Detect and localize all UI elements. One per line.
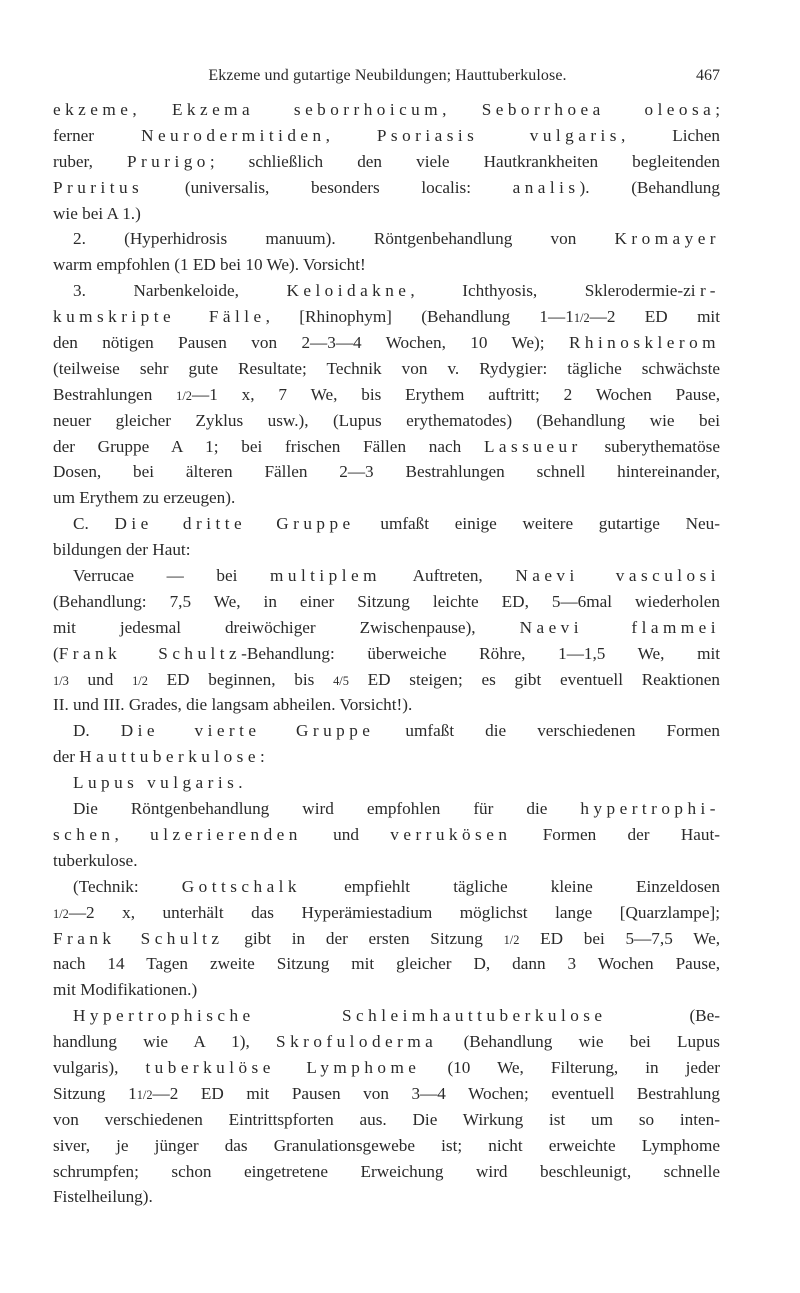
text-line: [53, 149, 720, 175]
text-line: [53, 822, 720, 848]
text-line: [53, 1184, 720, 1210]
text-line: [53, 718, 720, 744]
text-run: —2 x, unterhält das Hyperämiestadium möglichst lange [Quarzlampe];: [68, 902, 720, 922]
spaced-emphasis: Psoriasis vulgaris: [376, 125, 621, 145]
text-run: ruber,: [53, 151, 127, 171]
text-run: tuberkulose.: [53, 850, 138, 870]
fraction: 1/2: [573, 311, 590, 326]
text-run: , [Rhinophym] (Behandlung 1—1: [265, 307, 574, 327]
text-line: [53, 537, 720, 563]
text-run: suberythematöse: [581, 436, 720, 456]
text-run: C.: [73, 514, 115, 534]
spaced-emphasis: Prurigo: [126, 151, 210, 171]
spaced-emphasis: Lassueur: [483, 436, 582, 456]
spaced-emphasis: ekzeme: [53, 100, 133, 119]
spaced-emphasis: Ekzema seborrhoicum: [171, 100, 443, 119]
spaced-emphasis: Rhinosklerom: [568, 333, 720, 353]
text-line: [53, 667, 720, 693]
text-line: [53, 1159, 720, 1185]
text-line: [53, 201, 720, 227]
text-run: ED steigen; es gibt eventuell Reaktionen: [348, 669, 720, 689]
fraction: 1/2: [503, 932, 520, 947]
text-line: [53, 589, 720, 615]
text-run: von verschiedenen Eintrittspforten aus. Die Wirkung ist um so inten-: [53, 1109, 720, 1129]
text-run: warm empfohlen (1 ED bei 10 We). Vorsicht!: [53, 255, 366, 275]
text-line: [53, 744, 720, 770]
text-line: [53, 408, 720, 434]
text-run: (Technik:: [73, 876, 182, 896]
text-line: [53, 382, 720, 408]
text-run: Verrucae — bei: [73, 566, 271, 586]
text-run: (universalis, besonders localis:: [143, 177, 513, 197]
spaced-emphasis: Die vierte Gruppe: [120, 721, 375, 741]
text-line: [53, 770, 720, 796]
text-run: ;: [715, 100, 721, 119]
text-run: vulgaris),: [53, 1057, 146, 1077]
text-line: [53, 1081, 720, 1107]
spaced-emphasis: schen: [53, 824, 115, 844]
text-line: [53, 226, 720, 252]
page-header: [115, 64, 720, 88]
spaced-emphasis: verrukösen: [390, 824, 512, 844]
fraction: 1/2: [53, 906, 69, 921]
spaced-emphasis: Seborrhoea oleosa: [481, 100, 716, 119]
text-line: [53, 692, 720, 718]
spaced-emphasis: tuberkulöse Lymphome: [145, 1057, 421, 1077]
text-line: [53, 175, 720, 201]
spaced-emphasis: kumskripte Fälle: [53, 307, 266, 327]
text-run: ED beginnen, bis: [147, 669, 334, 689]
spaced-emphasis: Keloidakne: [286, 281, 411, 301]
text-run: nach 14 Tagen zweite Sitzung mit gleicher D, dann 3 Wochen Pause,: [53, 954, 720, 974]
fraction: 1/2: [136, 1087, 153, 1102]
text-line: [53, 1107, 720, 1133]
text-run: umfaßt die verschiedenen Formen: [374, 721, 721, 741]
spaced-emphasis: ir-: [690, 281, 720, 301]
text-run: :: [259, 747, 265, 767]
text-line: [53, 356, 720, 382]
text-run: ferner: [53, 125, 142, 145]
text-line: [53, 615, 720, 641]
text-run: (10 We, Filterung, in jeder: [420, 1057, 721, 1077]
text-run: neuer gleicher Zyklus usw.), (Lupus erythematodes) (Behandlung wie bei: [53, 410, 720, 430]
text-run: .: [238, 773, 243, 793]
spaced-emphasis: Naevi vasculosi: [515, 566, 721, 586]
text-run: ,: [325, 125, 377, 145]
spaced-emphasis: Die dritte Gruppe: [114, 514, 355, 534]
text-line: [53, 563, 720, 589]
text-line: [53, 511, 720, 537]
text-run: und: [68, 669, 133, 689]
text-run: (Be-: [606, 1006, 721, 1026]
fraction: 1/2: [132, 673, 148, 688]
text-run: empfiehlt tägliche kleine Einzeldosen: [300, 876, 720, 896]
text-line: [53, 951, 720, 977]
spaced-emphasis: analis: [512, 177, 580, 197]
text-run: (Behandlung wie bei Lupus: [437, 1032, 720, 1052]
spaced-emphasis: Hauttuberkulose: [79, 747, 260, 767]
text-line: [53, 796, 720, 822]
spaced-emphasis: Pruritus: [53, 177, 144, 197]
text-run: Die Röntgenbehandlung wird empfohlen für die: [73, 799, 581, 819]
text-line: [53, 900, 720, 926]
text-line: [53, 1003, 720, 1029]
text-line: [53, 1029, 720, 1055]
text-run: ; schließlich den viele Hautkrankheiten begleitenden: [209, 151, 720, 171]
text-run: ). (Behandlung: [579, 177, 720, 197]
text-run: den nötigen Pausen von 2—3—4 Wochen, 10 We);: [53, 333, 569, 353]
text-run: um Erythem zu erzeugen).: [53, 488, 236, 508]
text-run: Formen der Haut-: [511, 824, 720, 844]
text-run: der Gruppe A 1; bei frischen Fällen nach: [53, 436, 484, 456]
spaced-emphasis: Skrofuloderma: [276, 1032, 438, 1052]
spaced-emphasis: hypertrophi-: [580, 799, 720, 819]
text-line: [53, 977, 720, 1003]
body-text: [53, 97, 720, 1210]
text-run: 2. (Hyperhidrosis manuum). Röntgenbehandlung von: [73, 229, 615, 249]
text-line: [53, 330, 720, 356]
text-run: , Ichthyosis, Sklerodermie-z: [410, 281, 691, 301]
text-run: umfaßt einige weitere gutartige Neu-: [354, 514, 720, 534]
text-line: [53, 252, 720, 278]
text-line: [53, 848, 720, 874]
text-run: , Lichen: [620, 125, 720, 145]
text-run: wie bei A 1.): [53, 203, 141, 223]
text-line: [53, 1133, 720, 1159]
text-run: ,: [442, 100, 482, 119]
text-run: ED bei 5—7,5 We,: [519, 928, 720, 948]
text-run: (Behandlung: 7,5 We, in einer Sitzung leichte ED, 5—6mal wiederholen: [53, 591, 720, 611]
text-run: 3. Narbenkeloide,: [73, 281, 287, 301]
text-line: [53, 459, 720, 485]
text-run: —2 ED mit Pausen von 3—4 Wochen; eventuell Bestrahlung: [152, 1083, 720, 1103]
text-run: handlung wie A 1),: [53, 1032, 277, 1052]
text-run: ,: [114, 824, 151, 844]
spaced-emphasis: Neurodermitiden: [141, 125, 326, 145]
text-run: Auftreten,: [380, 566, 516, 586]
text-run: -Behandlung: überweiche Röhre, 1—1,5 We, mit: [241, 643, 720, 663]
text-run: D.: [73, 721, 121, 741]
spaced-emphasis: Hypertrophische Schleimhauttuberkulose: [73, 1006, 607, 1026]
text-run: (teilweise sehr gute Resultate; Technik von v. Rydygier: tägliche schwächste: [53, 358, 720, 378]
text-run: siver, je jünger das Granulationsgewebe ist; nicht erweichte Lymphome: [53, 1135, 720, 1155]
text-line: [53, 97, 720, 123]
text-run: Dosen, bei älteren Fällen 2—3 Bestrahlungen schnell hintereinander,: [53, 462, 720, 482]
fraction: 4/5: [333, 673, 349, 688]
text-line: [53, 641, 720, 667]
text-line: [53, 926, 720, 952]
spaced-emphasis: multiplem: [270, 566, 381, 586]
text-line: [53, 485, 720, 511]
page-number: 467: [696, 67, 720, 84]
text-line: [53, 1055, 720, 1081]
spaced-emphasis: Frank Schultz: [58, 643, 242, 663]
text-run: —1 x, 7 We, bis Erythem auftritt; 2 Wochen Pause,: [192, 384, 720, 404]
text-line: [53, 278, 720, 304]
text-run: der: [53, 747, 80, 767]
spaced-emphasis: ulzerierenden: [150, 824, 302, 844]
text-run: gibt in der ersten Sitzung: [223, 928, 504, 948]
text-run: und: [301, 824, 391, 844]
running-title: Ekzeme und gutartige Neubildungen; Hauttuberkulose.: [208, 67, 567, 84]
spaced-emphasis: Lupus vulgaris: [73, 773, 239, 793]
fraction: 1/2: [176, 388, 192, 403]
text-run: schrumpfen; schon eingetretene Erweichung wird beschleunigt, schnelle: [53, 1161, 720, 1181]
text-line: [53, 304, 720, 330]
text-run: II. und III. Grades, die langsam abheilen. Vorsicht!).: [53, 695, 413, 715]
text-run: Fistelheilung).: [53, 1187, 153, 1207]
text-line: [53, 874, 720, 900]
spaced-emphasis: Frank Schultz: [53, 928, 224, 948]
text-run: Bestrahlungen: [53, 384, 177, 404]
fraction: 1/3: [53, 673, 69, 688]
spaced-emphasis: Kromayer: [614, 229, 720, 249]
text-run: ,: [132, 100, 172, 119]
spaced-emphasis: Naevi flammei: [519, 617, 721, 637]
text-run: (: [53, 643, 59, 663]
text-run: —2 ED mit: [589, 307, 720, 327]
text-run: bildungen der Haut:: [53, 540, 191, 560]
text-run: mit Modifikationen.): [53, 980, 198, 1000]
spaced-emphasis: Gottschalk: [181, 876, 301, 896]
text-run: Sitzung 1: [53, 1083, 137, 1103]
text-line: [53, 123, 720, 149]
text-line: [53, 434, 720, 460]
text-run: mit jedesmal dreiwöchiger Zwischenpause),: [53, 617, 520, 637]
